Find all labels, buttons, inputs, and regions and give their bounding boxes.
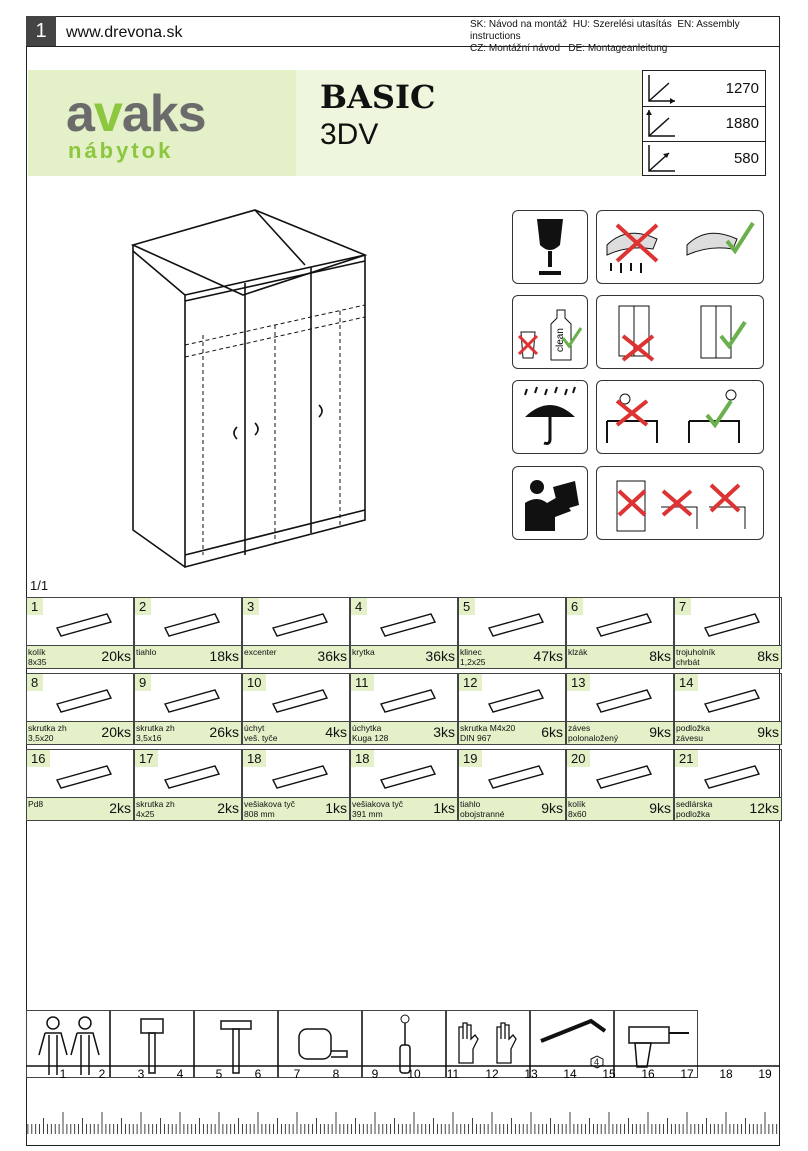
stand-upright-icon-card [596, 295, 764, 369]
part-number: 14 [675, 674, 698, 691]
part-quantity: 47ks [533, 648, 563, 664]
work-surface-icon [597, 381, 763, 453]
part-number: 4 [351, 598, 367, 615]
ruler-label: 6 [254, 1067, 262, 1081]
part-label [459, 645, 565, 668]
part-number: 11 [351, 674, 374, 691]
part-label [27, 721, 133, 744]
part-quantity: 36ks [317, 648, 347, 664]
read-instructions-icon [513, 467, 587, 539]
part-quantity: 18ks [209, 648, 239, 664]
part-cell [674, 673, 782, 745]
part-label [459, 797, 565, 820]
part-cell [674, 749, 782, 821]
part-name: excenter [244, 647, 277, 657]
part-name: úchyt veš. tyče [244, 723, 278, 743]
dimensions-box [642, 70, 766, 176]
part-label [567, 645, 673, 668]
part-cell [350, 597, 458, 669]
part-cell [242, 673, 350, 745]
part-label [135, 797, 241, 820]
part-quantity: 26ks [209, 724, 239, 740]
wet-hands-icon [597, 211, 763, 283]
part-label [243, 645, 349, 668]
part-quantity: 6ks [541, 724, 563, 740]
part-number: 1 [27, 598, 43, 615]
part-name: podložka závesu [676, 723, 711, 743]
upright-icon [597, 296, 763, 368]
lang-en: EN: Assembly instructions [470, 19, 740, 42]
part-cell [350, 749, 458, 821]
ruler-label: 5 [215, 1067, 223, 1081]
clean-bottle-icon [513, 296, 587, 368]
lang-de: DE: Montageanleitung [568, 43, 668, 54]
ruler-label: 13 [524, 1067, 538, 1081]
part-name: vešiakova tyč 808 mm [244, 799, 296, 819]
part-quantity: 9ks [649, 724, 671, 740]
part-label [567, 797, 673, 820]
part-name: tiahlo obojstranné [460, 799, 505, 819]
svg-text:clean: clean [555, 328, 566, 352]
part-label [351, 797, 457, 820]
part-name: krytka [352, 647, 375, 657]
part-name: Pd8 [28, 799, 44, 809]
part-cell [242, 597, 350, 669]
part-number: 10 [243, 674, 266, 691]
ruler-label: 9 [371, 1067, 379, 1081]
ruler-label: 8 [332, 1067, 340, 1081]
part-cell [350, 673, 458, 745]
work-surface-icon-card [596, 380, 764, 454]
part-name: trojuholník chrbát [676, 647, 716, 667]
part-quantity: 12ks [749, 800, 779, 816]
part-name: skrutka zh 4x25 [136, 799, 175, 819]
header-divider [26, 46, 780, 47]
ruler-label: 17 [680, 1067, 694, 1081]
umbrella-icon [513, 381, 587, 453]
part-number: 8 [27, 674, 43, 691]
ruler-label: 19 [758, 1067, 772, 1081]
part-label [459, 721, 565, 744]
part-number: 5 [459, 598, 475, 615]
part-cell [566, 749, 674, 821]
part-number: 16 [27, 750, 50, 767]
dim-depth: 580 [733, 150, 759, 167]
part-number: 21 [675, 750, 698, 767]
part-label [243, 797, 349, 820]
part-label [27, 645, 133, 668]
dim-width: 1270 [725, 80, 759, 97]
ruler-label: 3 [137, 1067, 145, 1081]
part-label [135, 721, 241, 744]
part-number: 7 [675, 598, 691, 615]
ruler-label: 16 [641, 1067, 655, 1081]
part-number: 3 [243, 598, 259, 615]
part-number: 17 [135, 750, 158, 767]
hex-key-size: 4 [594, 1057, 600, 1067]
logo-rest: aks [121, 85, 206, 143]
part-label [675, 645, 781, 668]
part-number: 12 [459, 674, 482, 691]
part-name: sedlárska podložka [676, 799, 713, 819]
part-name: skrutka zh 3,5x20 [28, 723, 67, 743]
part-label [351, 645, 457, 668]
part-quantity: 36ks [425, 648, 455, 664]
ruler-ticks [28, 1112, 777, 1134]
part-quantity: 9ks [757, 724, 779, 740]
dim-height-row [643, 106, 765, 142]
part-label [243, 721, 349, 744]
ruler-label: 2 [98, 1067, 106, 1081]
part-cell [26, 673, 134, 745]
part-name: klinec 1,2x25 [460, 647, 486, 667]
ruler-labels [60, 1067, 772, 1081]
dim-width-row [643, 71, 765, 107]
wardrobe-illustration [125, 205, 385, 575]
part-name: skrutka zh 3,5x16 [136, 723, 175, 743]
part-number: 13 [567, 674, 590, 691]
product-name: BASIC [320, 78, 436, 116]
part-label [351, 721, 457, 744]
part-cell [26, 597, 134, 669]
assembly-warning-icon [597, 467, 763, 539]
product-model: 3DV [320, 118, 379, 151]
part-name: kolík 8x60 [568, 799, 587, 819]
page-fraction: 1/1 [30, 578, 49, 593]
part-label [675, 721, 781, 744]
part-label [27, 797, 133, 820]
lang-sk: SK: Návod na montáž [470, 19, 568, 30]
logo-v: v [93, 85, 122, 143]
fragile-glass-icon [513, 211, 587, 283]
part-quantity: 8ks [757, 648, 779, 664]
ruler-label: 1 [59, 1067, 67, 1081]
part-cell [134, 597, 242, 669]
keep-dry-icon-card [512, 380, 588, 454]
part-number: 20 [567, 750, 590, 767]
width-icon [643, 71, 683, 106]
part-quantity: 20ks [101, 648, 131, 664]
part-quantity: 2ks [217, 800, 239, 816]
part-number: 18 [351, 750, 374, 767]
clean-icon-card [512, 295, 588, 369]
part-name: záves polonaložený [568, 723, 619, 743]
part-cell [566, 673, 674, 745]
part-quantity: 20ks [101, 724, 131, 740]
part-number: 2 [135, 598, 151, 615]
assembly-warning-icon-card [596, 466, 764, 540]
height-icon [643, 106, 683, 141]
part-name: skrutka M4x20 DIN 967 [460, 723, 516, 743]
brand-subtitle: nábytok [68, 138, 174, 163]
part-number: 9 [135, 674, 151, 691]
part-quantity: 1ks [433, 800, 455, 816]
measuring-ruler [26, 1064, 780, 1134]
part-name: úchytka Kuga 128 [352, 723, 389, 743]
part-quantity: 8ks [649, 648, 671, 664]
part-cell [26, 749, 134, 821]
depth-icon [643, 141, 683, 176]
part-name: tiahlo [136, 647, 157, 657]
part-cell [566, 597, 674, 669]
ruler-label: 12 [485, 1067, 499, 1081]
logo-a: a [66, 85, 94, 143]
dim-height: 1880 [725, 115, 759, 132]
part-quantity: 3ks [433, 724, 455, 740]
ruler-label: 14 [563, 1067, 577, 1081]
dim-depth-row [643, 141, 765, 176]
part-label [567, 721, 673, 744]
part-label [675, 797, 781, 820]
part-name: kolík 8x35 [28, 647, 47, 667]
language-list [470, 19, 775, 55]
part-quantity: 9ks [541, 800, 563, 816]
part-number: 19 [459, 750, 482, 767]
lang-hu: HU: Szerelési utasítás [572, 19, 672, 30]
page-number: 1 [26, 16, 56, 46]
part-quantity: 1ks [325, 800, 347, 816]
ruler-label: 10 [407, 1067, 421, 1081]
part-name: vešiakova tyč 391 mm [352, 799, 404, 819]
brand-logo [66, 84, 206, 144]
fragile-icon-card [512, 210, 588, 284]
part-cell [458, 597, 566, 669]
dry-hands-icon-card [596, 210, 764, 284]
page-frame [26, 16, 780, 1146]
ruler-label: 15 [602, 1067, 616, 1081]
read-instructions-icon-card [512, 466, 588, 540]
part-quantity: 4ks [325, 724, 347, 740]
part-cell [458, 749, 566, 821]
part-cell [134, 749, 242, 821]
part-cell [134, 673, 242, 745]
ruler-label: 7 [293, 1067, 301, 1081]
lang-cz: CZ: Montážní návod [470, 43, 561, 54]
ruler-label: 4 [176, 1067, 184, 1081]
part-number: 18 [243, 750, 266, 767]
part-quantity: 2ks [109, 800, 131, 816]
part-label [135, 645, 241, 668]
ruler-label: 11 [446, 1067, 460, 1081]
part-cell [242, 749, 350, 821]
part-cell [458, 673, 566, 745]
ruler-label: 18 [719, 1067, 733, 1081]
website-url[interactable]: www.drevona.sk [66, 24, 183, 41]
part-name: klzák [568, 647, 588, 657]
part-quantity: 9ks [649, 800, 671, 816]
part-number: 6 [567, 598, 583, 615]
part-cell [674, 597, 782, 669]
